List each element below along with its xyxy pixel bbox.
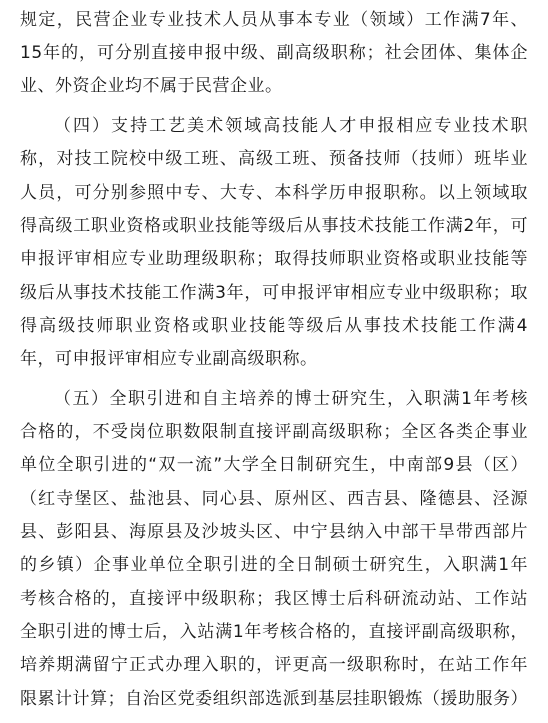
- text-line: 的乡镇）企事业单位全职引进的全日制硕士研究生，入职满1年: [20, 555, 528, 575]
- text-line: 县、彭阳县、海原县及沙坡头区、中宁县纳入中部干旱带西部片: [20, 522, 528, 542]
- text-line: 申报评审相应专业助理级职称；取得技师职业资格或职业技能等: [20, 249, 528, 269]
- text-line: 业、外资企业均不属于民营企业。: [20, 76, 283, 96]
- text-line: 得高级技师职业资格或职业技能等级后从事技术技能工作满4: [20, 316, 528, 336]
- text-line: 全职引进的博士后，入站满1年考核合格的，直接评副高级职称，: [20, 622, 528, 642]
- text-line: 限累计计算；自治区党委组织部选派到基层挂职锻炼（援助服务）: [20, 689, 528, 709]
- text-line: 单位全职引进的“双一流”大学全日制研究生，中南部9县（区）: [20, 455, 528, 475]
- text-line: 规定，民营企业专业技术人员从事本专业（领域）工作满7年、: [20, 10, 528, 30]
- text-line: （五）全职引进和自主培养的博士研究生，入职满1年考核: [54, 389, 528, 409]
- text-line: （红寺堡区、盐池县、同心县、原州区、西吉县、隆德县、泾源: [20, 489, 528, 509]
- text-line: 称，对技工院校中级工班、高级工班、预备技师（技师）班毕业: [20, 149, 528, 169]
- text-line: 得高级工职业资格或职业技能等级后从事技术技能工作满2年，可: [20, 216, 528, 236]
- text-line: 人员，可分别参照中专、大专、本科学历申报职称。以上领域取: [20, 183, 528, 203]
- text-line: 考核合格的，直接评中级职称；我区博士后科研流动站、工作站: [20, 589, 528, 609]
- text-line: 级后从事技术技能工作满3年，可申报评审相应专业中级职称；取: [20, 283, 528, 303]
- text-line: （四）支持工艺美术领域高技能人才申报相应专业技术职: [54, 116, 528, 136]
- text-line: 合格的，不受岗位职数限制直接评副高级职称；全区各类企事业: [20, 422, 528, 442]
- text-line: 培养期满留宁正式办理入职的，评更高一级职称时，在站工作年: [20, 655, 528, 675]
- text-line: 年，可申报评审相应专业副高级职称。: [20, 349, 318, 369]
- text-line: 15年的，可分别直接申报中级、副高级职称；社会团体、集体企: [20, 43, 528, 63]
